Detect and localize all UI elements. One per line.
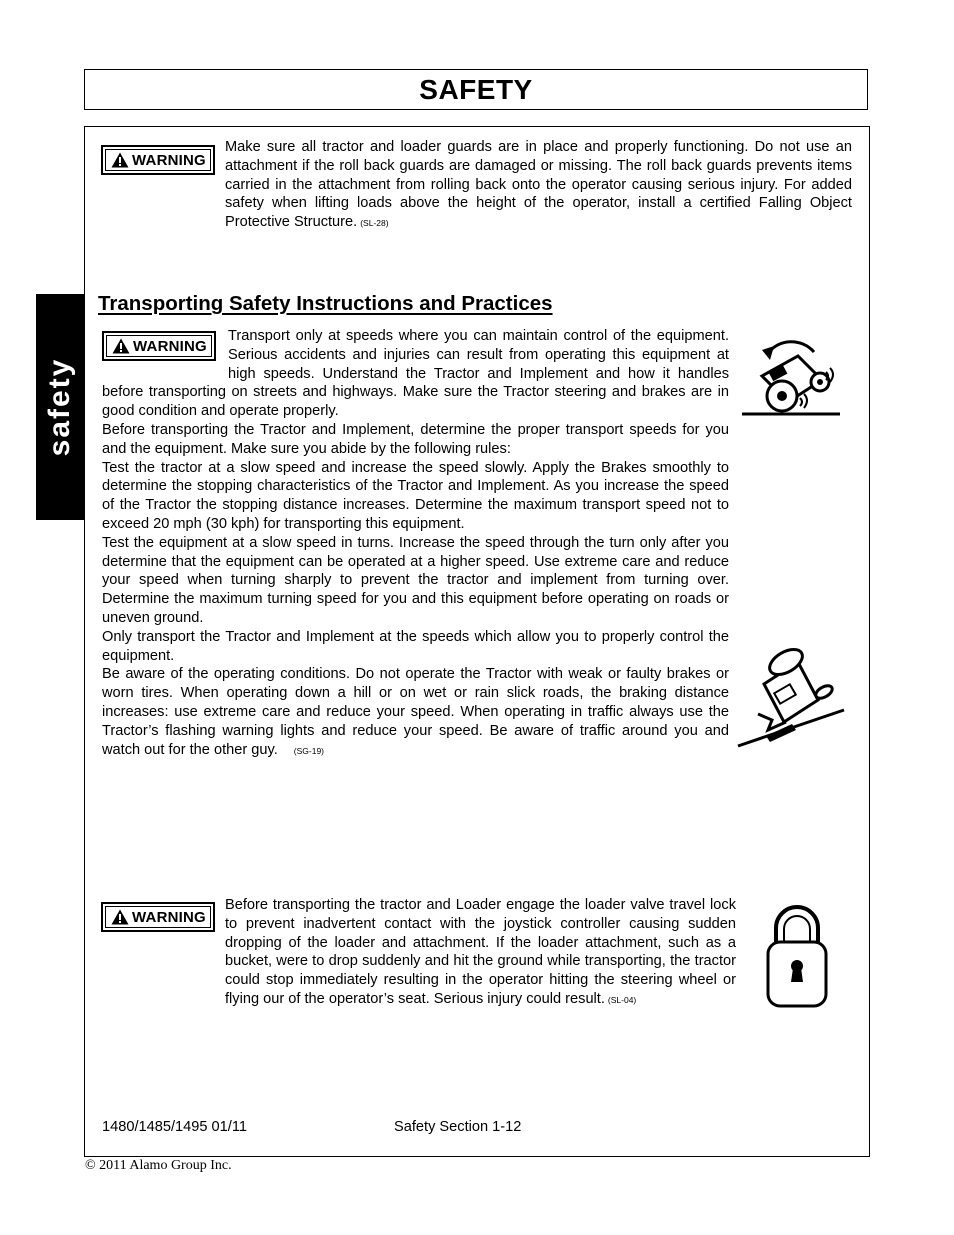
footer-page-number: Safety Section 1-12 xyxy=(394,1119,522,1135)
tractor-slope-icon xyxy=(736,644,848,752)
tractor-rollover-icon xyxy=(740,332,844,418)
warning-label: WARNING xyxy=(132,908,206,926)
page-title: SAFETY xyxy=(419,73,533,105)
warning-label: WARNING xyxy=(133,337,207,355)
paragraph: Test the tractor at a slow speed and increase the speed slowly. Apply the Brakes smoothly to determine the stopping characteristics of the Tractor and Implement. As you increase the speed of the Tractor the stopping distance increases. Determine the maximum transport speed not to exceed 20 mph (30 kph) for transporting this equipment. xyxy=(102,459,729,532)
warning-badge-loader-guards xyxy=(101,145,215,175)
section-heading: Transporting Safety Instructions and Practices xyxy=(98,292,553,315)
padlock-icon xyxy=(764,898,830,1010)
side-tab-label: safety xyxy=(43,357,76,457)
side-section-tab xyxy=(36,294,84,520)
copyright-notice: © 2011 Alamo Group Inc. xyxy=(85,1158,232,1173)
reference-code: (SL-28) xyxy=(360,218,389,229)
paragraph: Before transporting the Tractor and Implement, determine the proper transport speeds for you and the equipment. Make sure you abide by the following rules: xyxy=(102,421,729,457)
paragraph: Only transport the Tractor and Implement at the speeds which allow you to properly control the equipment. xyxy=(102,628,729,664)
warning-text-loader-guards: Make sure all tractor and loader guards are in place and properly functioning. Do not use an attachment if the roll back guards are damaged or missing. The roll back guards prevents items carried in the attachment from rolling back onto the operator causing serious injury. For added safety when lifting loads above the height of the operator, install a certified Falling Object Protective Structure. (SL-28) xyxy=(225,139,852,231)
paragraph: Test the equipment at a slow speed in turns. Increase the speed through the turn only after you determine that the equipment can be operated at a higher speed. Use extreme care and reduce your speed when turning sharply to prevent the tractor and implement from turning over. Determine the maximum turning speed for you and this equipment before operating on roads or uneven ground. xyxy=(102,534,729,626)
footer-model: 1480/1485/1495 01/11 xyxy=(102,1119,247,1135)
warning-triangle-icon xyxy=(111,909,129,925)
paragraph: Be aware of the operating conditions. Do not operate the Tractor with weak or faulty brakes or worn tires. When operating down a hill or on wet or rain slick roads, the braking distance increases: use extreme care and reduce your speed. When operating in traffic always use the Tractor’s flashing warning lights and reduce your speed. Be aware of traffic around you and watch out for the other guy. (SG-19) xyxy=(102,666,729,758)
page-header xyxy=(84,69,868,110)
warning-text-valve-lock: Before transporting the tractor and Loader engage the loader valve travel lock to prevent inadvertent contact with the joystick controller causing sudden dropping of the loader and attachment. If the loader attachment, such as a bucket, were to drop suddenly and hit the ground while transporting, the tractor could stop immediately resulting in the operator hitting the steering wheel or flying our of the operator’s seat. Serious injury could result. (SL-04) xyxy=(225,897,736,1007)
warning-triangle-icon xyxy=(111,152,129,168)
reference-code: (SG-19) xyxy=(293,745,325,756)
warning-badge-valve-lock xyxy=(101,902,215,932)
transport-text-block xyxy=(102,327,729,760)
paragraph: Transport only at speeds where you can maintain control of the equipment. Serious accidents and injuries can result from operating this equipment at high speeds. Understand the Tractor and Implement and how it handles before transporting on streets and highways. Make sure the Tractor steering and brakes are in good condition and operate properly. xyxy=(102,328,729,420)
reference-code: (SL-04) xyxy=(607,994,637,1005)
warning-label: WARNING xyxy=(132,151,206,169)
